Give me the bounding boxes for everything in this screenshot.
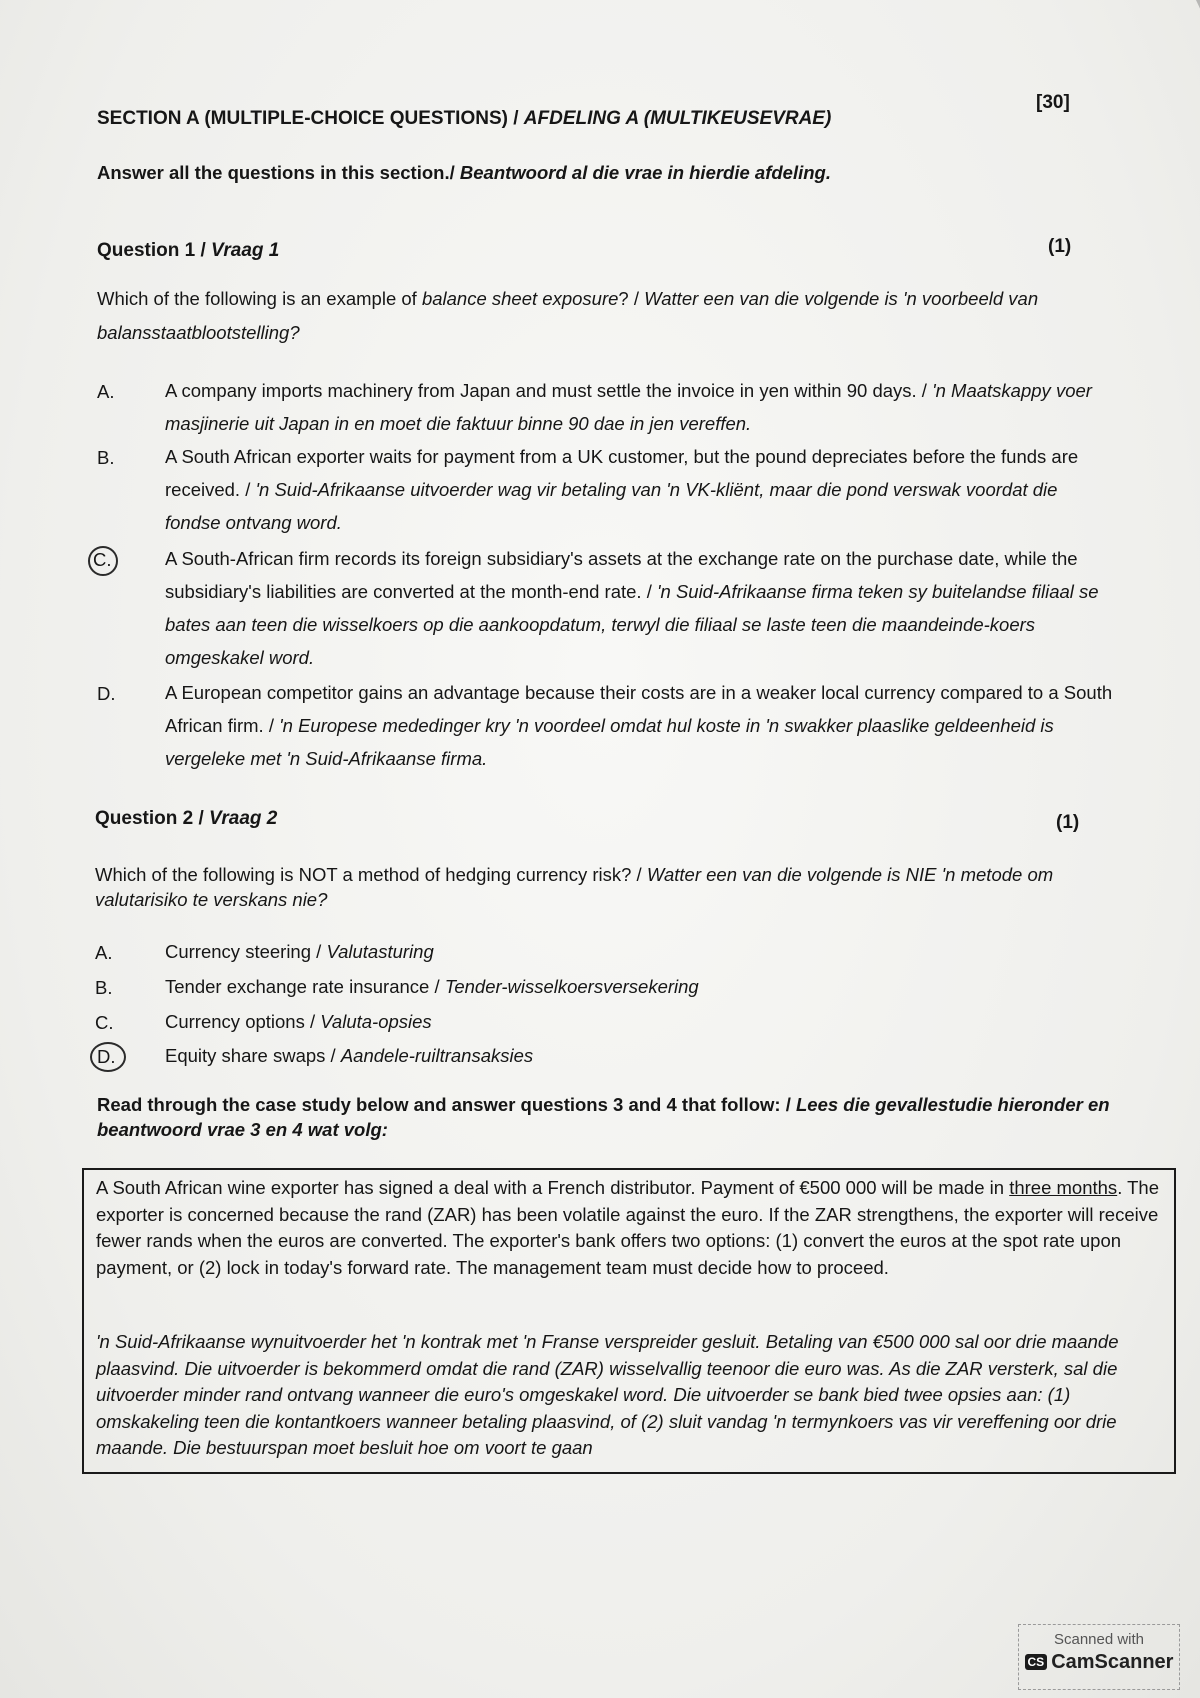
case-intro-en: Read through the case study below and answer questions 3 and 4 that follow: / (97, 1094, 796, 1115)
q1-stem-en: Which of the following is an example of (97, 288, 422, 309)
question-2-title (95, 808, 277, 830)
stamp-brand-name: CamScanner (1051, 1651, 1174, 1673)
section-instruction (97, 162, 831, 184)
q1-option-d-en: A European competitor gains an advantage because their costs are in a weaker local currency compared to a South African firm. / (165, 682, 1113, 736)
q2-option-a-af: Valutasturing (326, 941, 434, 962)
page-edge-shadow (1076, 0, 1200, 110)
question-2-stem (95, 862, 1130, 912)
q1-option-c-en: A South-African firm records its foreign subsidiary's assets at the exchange rate on the purchase date, while the subsidiary's liabilities are converted at the month-end rate. / (165, 548, 1078, 602)
q1-option-a-af: 'n Maatskappy voer masjinerie uit Japan in en moet die faktuur binne 90 dae in jen vereffen. (165, 380, 1092, 434)
q1-option-c-text (165, 542, 1115, 674)
case-study-box (82, 1168, 1176, 1474)
q1-option-b-en: A South African exporter waits for payment from a UK customer, but the pound depreciates before the funds are received. / (165, 446, 1079, 500)
q2-option-a-text (165, 935, 1115, 968)
q1-option-b-af: 'n Suid-Afrikaanse uitvoerder wag vir betaling van 'n VK-kliënt, maar die pond verswak voordat die fondse ontvang word. (165, 479, 1058, 533)
q1-option-d-text (165, 676, 1115, 775)
question-2-title-en: Question 2 / (95, 808, 210, 829)
q2-option-c-letter: C. (95, 1012, 114, 1033)
question-1-marks: (1) (1048, 236, 1072, 257)
q1-option-d-af: 'n Europese mededinger kry 'n voordeel omdat hul koste in 'n swakker plaaslike geldeenheid is vergeleke met 'n Suid-Afrikaanse firma. (165, 715, 1054, 769)
camscanner-logo-icon: CS (1025, 1654, 1048, 1670)
q2-option-a-letter: A. (95, 942, 113, 963)
q2-option-c-text (165, 1005, 1115, 1038)
q1-option-b-letter: B. (97, 447, 115, 468)
q1-stem-term: balance sheet exposure (421, 288, 619, 309)
q1-option-d-letter: D. (97, 683, 116, 704)
section-title-af: AFDELING A (MULTIKEUSEVRAE) (523, 108, 832, 129)
camscanner-stamp (1018, 1624, 1180, 1690)
q1-option-a-en: A company imports machinery from Japan and must settle the invoice in yen within 90 days. / (165, 380, 933, 401)
case-intro-af: Lees die gevallestudie hieronder en beantwoord vrae 3 en 4 wat volg: (97, 1094, 1110, 1140)
q1-stem-af: Watter een van die volgende is 'n voorbeeld van balansstaatblootstelling? (97, 288, 1039, 343)
case-en-part-2: . The exporter is concerned because the rand (ZAR) has been volatile against the euro. If the ZAR strengthens, the exporter will receive fewer rands when the euros are converted. The exporter's bank offers two options: (1) convert the euros at the spot rate upon payment, or (2) lock in today's forward rate. The management team must decide how to proceed. (96, 1177, 1160, 1278)
q1-option-c-letter: C. (93, 549, 112, 570)
q2-stem-af: Watter een van die volgende is NIE 'n metode om valutarisiko te verskans nie? (95, 864, 1054, 910)
q2-option-d-text (165, 1039, 1115, 1072)
case-en-part-1: A South African wine exporter has signed a deal with a French distributor. Payment of €500 000 will be made in (96, 1177, 1010, 1198)
q1-option-a-letter: A. (97, 381, 115, 402)
section-title-en: SECTION A (MULTIPLE-CHOICE QUESTIONS) / (97, 108, 524, 129)
q2-option-d-letter: D. (97, 1046, 116, 1067)
q2-option-b-letter: B. (95, 977, 113, 998)
case-study-af: 'n Suid-Afrikaanse wynuitvoerder het 'n kontrak met 'n Franse verspreider gesluit. Betaling van €500 000 sal oor drie maande plaasvind. Die uitvoerder is bekommerd omdat die rand (ZAR) wisselvallig teenoor die euro was. As die ZAR versterk, sal die uitvoerder minder rand ontvang wanneer die euro's omgeskakel word. Die uitvoerder se bank bied twee opsies aan: (1) omskakeling teen die kontantkoers wanneer betaling plaasvind, of (2) sluit vandag 'n termynkoers vas vir vereffening oor drie maande. Die bestuurspan moet besluit hoe om voort te gaan (96, 1331, 1119, 1458)
q2-option-d-en: Equity share swaps / (165, 1045, 341, 1066)
q2-option-b-en: Tender exchange rate insurance / (165, 976, 445, 997)
q2-stem-en: Which of the following is NOT a method of hedging currency risk? / (95, 864, 647, 885)
question-1-title-af: Vraag 1 (211, 240, 280, 261)
question-1-title-en: Question 1 / (97, 240, 212, 261)
q1-option-c-af: 'n Suid-Afrikaanse firma teken sy buitelandse filiaal se bates aan teen die wisselkoers op die aankoopdatum, terwyl die filiaal se laste teen die maandeinde-koers omgeskakel word. (165, 581, 1099, 668)
q2-option-b-text (165, 970, 1115, 1003)
stamp-caption: Scanned with (1053, 1631, 1145, 1648)
instruction-af: Beantwoord al die vrae in hierdie afdeling. (459, 162, 831, 183)
q1-option-a-text (165, 374, 1115, 440)
case-study-en (96, 1175, 1164, 1281)
total-marks: [30] (1036, 92, 1070, 113)
q2-option-c-en: Currency options / (165, 1011, 321, 1032)
q2-option-d-af: Aandele-ruiltransaksies (340, 1045, 534, 1066)
q2-option-b-af: Tender-wisselkoersversekering (444, 976, 699, 997)
q1-stem-punct: ? / (618, 288, 645, 309)
q2-option-a-en: Currency steering / (165, 941, 327, 962)
stamp-brand (1019, 1651, 1179, 1674)
case-study-intro (97, 1092, 1127, 1142)
question-2-title-af: Vraag 2 (209, 808, 278, 829)
question-2-marks: (1) (1056, 812, 1080, 833)
question-1-title (97, 240, 279, 262)
case-en-underlined: three months (1009, 1177, 1118, 1198)
section-title (97, 108, 831, 130)
instruction-en: Answer all the questions in this section./ (97, 162, 460, 183)
q2-option-c-af: Valuta-opsies (320, 1011, 432, 1032)
q1-option-b-text (165, 440, 1115, 539)
question-1-stem (97, 282, 1117, 350)
